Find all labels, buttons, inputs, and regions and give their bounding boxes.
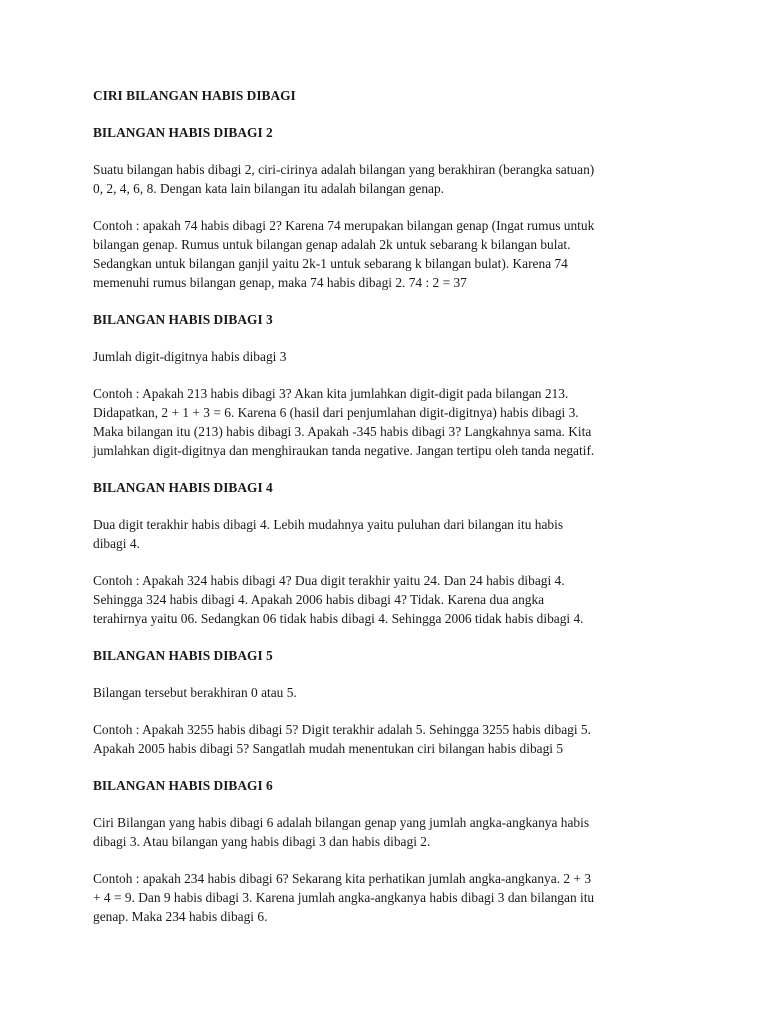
section-3 [93, 478, 683, 628]
text-line: Maka bilangan itu (213) habis dibagi 3. Apakah -345 habis dibagi 3? Langkahnya sama. Kita [93, 424, 592, 439]
section-1 [93, 123, 683, 292]
section-4 [93, 646, 683, 758]
paragraph [93, 515, 683, 553]
text-line: genap. Maka 234 habis dibagi 6. [93, 909, 268, 924]
paragraph [93, 384, 683, 460]
paragraph [93, 869, 683, 926]
text-line: jumlahkan digit-digitnya dan menghiraukan tanda negative. Jangan tertipu oleh tanda negatif. [93, 443, 595, 458]
text-line: Contoh : Apakah 324 habis dibagi 4? Dua digit terakhir yaitu 24. Dan 24 habis dibagi 4. [93, 573, 565, 588]
text-line: terahirnya yaitu 06. Sedangkan 06 tidak habis dibagi 4. Sehingga 2006 tidak habis dibagi 4. [93, 611, 584, 626]
text-line: Bilangan tersebut berakhiran 0 atau 5. [93, 685, 297, 700]
section-5 [93, 776, 683, 926]
section-2 [93, 310, 683, 460]
text-line: Dua digit terakhir habis dibagi 4. Lebih mudahnya yaitu puluhan dari bilangan itu habis [93, 517, 564, 532]
text-line: Suatu bilangan habis dibagi 2, ciri-cirinya adalah bilangan yang berakhiran (berangka satuan) [93, 162, 595, 177]
section-heading: BILANGAN HABIS DIBAGI 5 [93, 648, 273, 663]
paragraph [93, 720, 683, 758]
text-line: Ciri Bilangan yang habis dibagi 6 adalah bilangan genap yang jumlah angka-angkanya habis [93, 815, 590, 830]
document-title: CIRI BILANGAN HABIS DIBAGI [93, 88, 296, 103]
paragraph [93, 683, 683, 702]
text-line: dibagi 4. [93, 536, 140, 551]
text-line: Contoh : Apakah 3255 habis dibagi 5? Digit terakhir adalah 5. Sehingga 3255 habis dibagi 5. [93, 722, 591, 737]
text-line: 0, 2, 4, 6, 8. Dengan kata lain bilangan itu adalah bilangan genap. [93, 181, 445, 196]
text-line: + 4 = 9. Dan 9 habis dibagi 3. Karena jumlah angka-angkanya habis dibagi 3 dan bilangan itu [93, 890, 595, 905]
paragraph [93, 571, 683, 628]
text-line: Contoh : apakah 234 habis dibagi 6? Sekarang kita perhatikan jumlah angka-angkanya. 2 + 3 [93, 871, 592, 886]
text-line: Jumlah digit-digitnya habis dibagi 3 [93, 349, 287, 364]
section-heading: BILANGAN HABIS DIBAGI 6 [93, 778, 273, 793]
section-heading: BILANGAN HABIS DIBAGI 4 [93, 480, 273, 495]
section-heading: BILANGAN HABIS DIBAGI 3 [93, 312, 273, 327]
text-line: dibagi 3. Atau bilangan yang habis dibagi 3 dan habis dibagi 2. [93, 834, 431, 849]
text-line: bilangan genap. Rumus untuk bilangan genap adalah 2k untuk sebarang k bilangan bulat. [93, 237, 571, 252]
paragraph [93, 347, 683, 366]
text-line: Sedangkan untuk bilangan ganjil yaitu 2k-1 untuk sebarang k bilangan bulat). Karena 74 [93, 256, 568, 271]
text-line: Sehingga 324 habis dibagi 4. Apakah 2006 habis dibagi 4? Tidak. Karena dua angka [93, 592, 545, 607]
section-heading: BILANGAN HABIS DIBAGI 2 [93, 125, 273, 140]
document-page [93, 86, 683, 944]
text-line: Apakah 2005 habis dibagi 5? Sangatlah mudah menentukan ciri bilangan habis dibagi 5 [93, 741, 564, 756]
text-line: Contoh : apakah 74 habis dibagi 2? Karena 74 merupakan bilangan genap (Ingat rumus untuk [93, 218, 595, 233]
paragraph [93, 216, 683, 292]
paragraph [93, 813, 683, 851]
text-line: Contoh : Apakah 213 habis dibagi 3? Akan kita jumlahkan digit-digit pada bilangan 213. [93, 386, 569, 401]
text-line: memenuhi rumus bilangan genap, maka 74 habis dibagi 2. 74 : 2 = 37 [93, 275, 467, 290]
paragraph [93, 160, 683, 198]
document-body [93, 123, 683, 926]
text-line: Didapatkan, 2 + 1 + 3 = 6. Karena 6 (hasil dari penjumlahan digit-digitnya) habis dibagi 3. [93, 405, 579, 420]
